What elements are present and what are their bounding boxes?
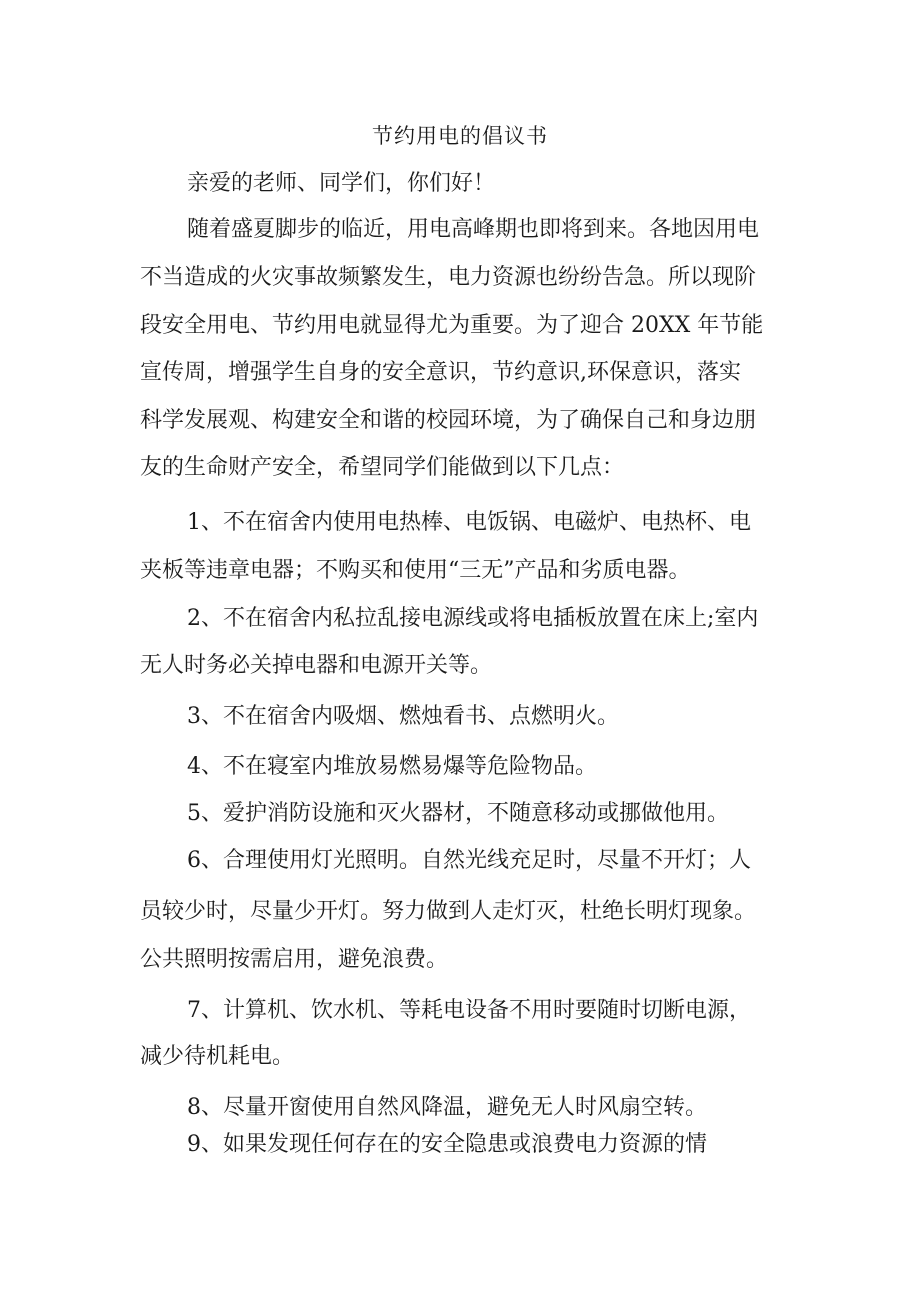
list-item-line: 1、不在宿舍内使用电热棒、电饭锅、电磁炉、电热杯、电	[187, 510, 751, 535]
list-item-line: 夹板等违章电器；不购买和使用“三无”产品和劣质电器。	[140, 558, 691, 583]
list-item-line: 4、不在寝室内堆放易燃易爆等危险物品。	[187, 754, 597, 779]
list-item-line: 8、尽量开窗使用自然风降温，避免无人时风扇空转。	[187, 1095, 707, 1120]
intro-line: 宣传周，增强学生自身的安全意识，节约意识,环保意识，落实	[140, 360, 741, 385]
intro-line: 友的生命财产安全，希望同学们能做到以下几点：	[140, 455, 625, 480]
list-item-line: 7、计算机、饮水机、等耗电设备不用时要随时切断电源，	[187, 998, 751, 1023]
list-item-line: 无人时务必关掉电器和电源开关等。	[140, 653, 493, 678]
greeting: 亲爱的老师、同学们，你们好！	[187, 171, 496, 196]
list-item-line: 3、不在宿舍内吸烟、燃烛看书、点燃明火。	[187, 704, 619, 729]
intro-line: 科学发展观、构建安全和谐的校园环境，为了确保自己和身边朋	[140, 408, 757, 433]
list-item-line: 6、合理使用灯光照明。自然光线充足时，尽量不开灯；人	[187, 848, 751, 873]
list-item-line: 公共照明按需启用，避免浪费。	[140, 947, 449, 972]
list-item-line: 2、不在宿舍内私拉乱接电源线或将电插板放置在床上;室内	[187, 606, 759, 631]
list-item-line: 5、爱护消防设施和灭火器材，不随意移动或挪做他用。	[187, 801, 729, 826]
list-item-line: 9、如果发现任何存在的安全隐患或浪费电力资源的情	[187, 1132, 707, 1157]
list-item-line: 减少待机耗电。	[140, 1044, 295, 1069]
list-item-line: 员较少时，尽量少开灯。努力做到人走灯灭，杜绝长明灯现象。	[140, 899, 757, 924]
intro-line: 随着盛夏脚步的临近，用电高峰期也即将到来。各地因用电	[187, 217, 760, 242]
intro-line: 段安全用电、节约用电就显得尤为重要。为了迎合 20XX 年节能	[140, 313, 764, 338]
intro-line: 不当造成的火灾事故频繁发生，电力资源也纷纷告急。所以现阶	[140, 265, 757, 290]
document-title: 节约用电的倡议书	[372, 124, 548, 148]
